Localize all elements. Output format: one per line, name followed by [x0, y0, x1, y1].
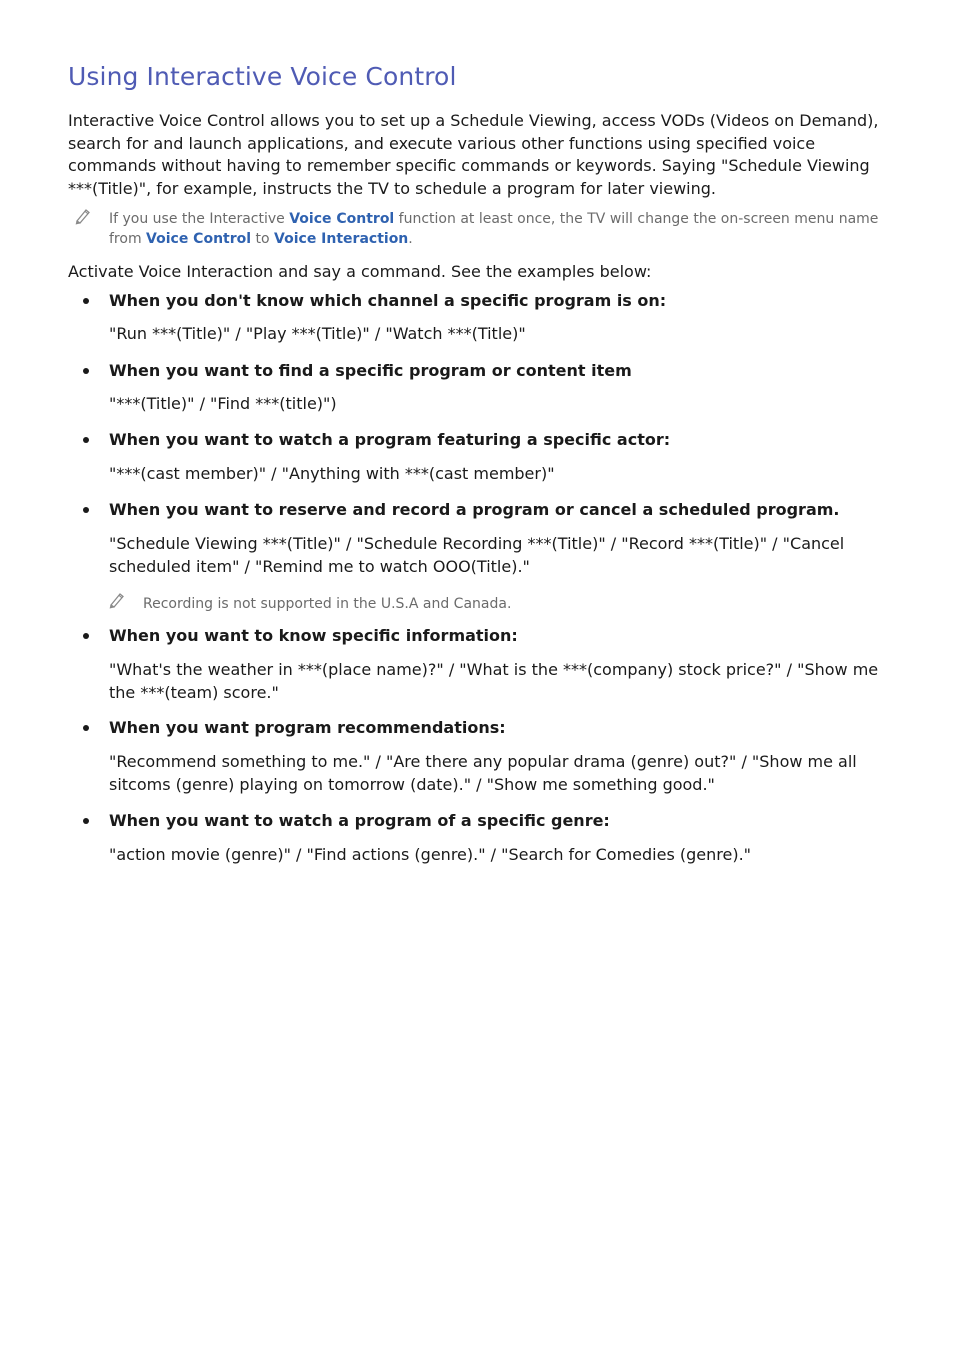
bullet-heading: When you want to know specific information:	[109, 626, 518, 645]
bullet	[83, 633, 89, 639]
example-commands: "Run ***(Title)" / "Play ***(Title)" / "Watch ***(Title)"	[109, 324, 526, 343]
bullet	[83, 507, 89, 513]
note-voice-control	[109, 209, 899, 249]
menu-name-voice-control: Voice Control	[289, 211, 395, 227]
example-commands: "***(cast member)" / "Anything with ***(cast member)"	[109, 464, 555, 483]
bullet	[83, 298, 89, 304]
activate-instruction: Activate Voice Interaction and say a command. See the examples below:	[68, 262, 652, 281]
bullet	[83, 725, 89, 731]
bullet	[83, 368, 89, 374]
example-commands: "action movie (genre)" / "Find actions (genre)." / "Search for Comedies (genre)."	[109, 845, 752, 864]
intro-paragraph: Interactive Voice Control allows you to set up a Schedule Viewing, access VODs (Videos on Demand), search for and launch applications, and execute various other functions using specified voice commands without having to remember specific commands or keywords. Saying "Schedule Viewing ***(Title)", for example, instructs the TV to schedule a program for later viewing.	[68, 111, 879, 198]
bullet-heading: When you want to reserve and record a program or cancel a scheduled program.	[109, 500, 840, 519]
bullet-heading: When you want program recommendations:	[109, 718, 506, 737]
pencil-icon	[74, 207, 92, 225]
note-text: to	[251, 231, 275, 247]
pencil-icon	[108, 591, 126, 609]
bullet-heading: When you don't know which channel a specific program is on:	[109, 291, 667, 310]
note-text: .	[408, 231, 413, 247]
example-commands: "Recommend something to me." / "Are there any popular drama (genre) out?" / "Show me all sitcoms (genre) playing on tomorrow (date)." / "Show me something good."	[109, 752, 857, 794]
note-text: If you use the Interactive	[109, 211, 290, 227]
bullet-heading: When you want to find a specific program or content item	[109, 361, 632, 380]
menu-name-voice-interaction: Voice Interaction	[274, 231, 409, 247]
bullet-heading: When you want to watch a program of a specific genre:	[109, 811, 610, 830]
bullet	[83, 818, 89, 824]
note-recording-support: Recording is not supported in the U.S.A and Canada.	[143, 596, 512, 612]
example-commands: "Schedule Viewing ***(Title)" / "Schedule Recording ***(Title)" / "Record ***(Title)" / "Cancel scheduled item" / "Remind me to watch OOO(Title)."	[109, 534, 845, 576]
menu-name-voice-control: Voice Control	[146, 231, 252, 247]
bullet	[83, 437, 89, 443]
bullet-heading: When you want to watch a program featuring a specific actor:	[109, 430, 671, 449]
page-title: Using Interactive Voice Control	[68, 62, 457, 91]
example-commands: "What's the weather in ***(place name)?" / "What is the ***(company) stock price?" / "Show me the ***(team) score."	[109, 660, 879, 702]
note-text: function at least once, the TV will change the on-screen menu name from	[109, 211, 879, 247]
example-commands: "***(Title)" / "Find ***(title)")	[109, 394, 337, 413]
